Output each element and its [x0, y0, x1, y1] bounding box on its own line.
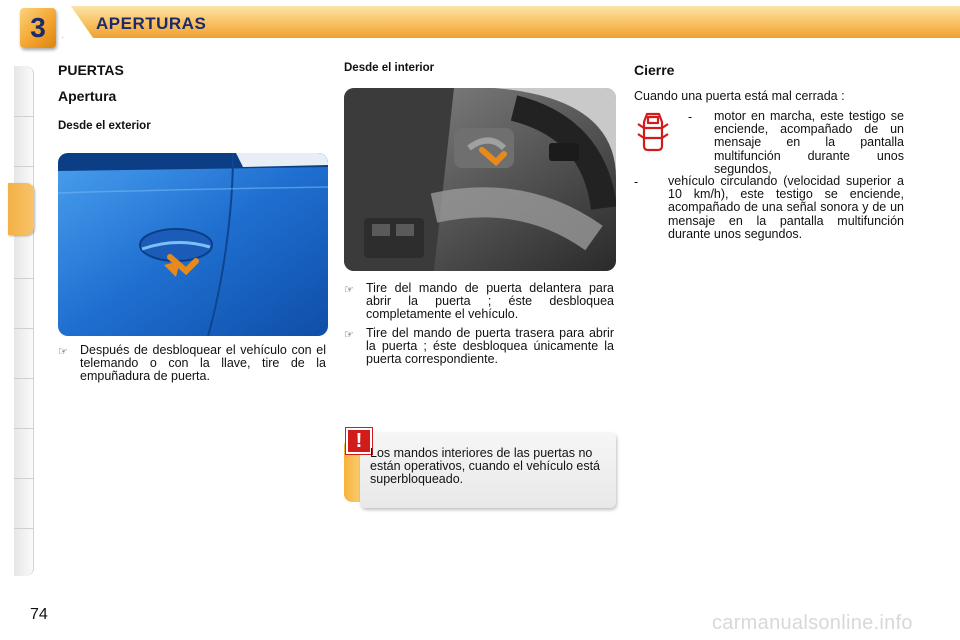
interior-instruction-front — [344, 282, 616, 322]
exterior-instruction-text: Después de desbloquear el vehículo con el telemando o con la llave, tire de la empuñadura de puerta. — [80, 343, 326, 384]
interior-door-handle-image — [344, 88, 616, 271]
title-cierre: Cierre — [634, 62, 675, 78]
interior-door-illustration — [344, 88, 616, 271]
warning-note — [344, 428, 616, 508]
closure-item-1 — [688, 110, 904, 176]
front-door-text: Tire del mando de puerta delantera para abrir la puerta ; éste desbloquea completamente el vehículo. — [366, 281, 614, 322]
car-doors-open-icon — [636, 110, 670, 154]
subtitle-apertura: Apertura — [58, 88, 117, 104]
left-column — [58, 62, 328, 132]
page-header — [0, 0, 960, 42]
exterior-door-illustration — [58, 153, 328, 336]
section-title-puertas: PUERTAS — [58, 62, 124, 78]
door-open-warning-icon — [636, 110, 670, 154]
watermark: carmanualsonline.info — [712, 612, 913, 634]
bullet-hand-icon: ☞ — [58, 346, 68, 358]
bullet-hand-icon: ☞ — [344, 284, 354, 296]
cierre-intro: Cuando una puerta está mal cerrada : — [634, 89, 845, 103]
right-column — [634, 62, 904, 103]
header-title: APERTURAS — [96, 14, 207, 33]
note-text: Los mandos interiores de las puertas no están operativos, cuando el vehículo está superbloqueado. — [370, 446, 601, 487]
interior-instruction-rear — [344, 327, 616, 367]
dash-marker: - — [634, 175, 639, 189]
exterior-instruction — [58, 344, 328, 384]
interior-instructions — [344, 282, 616, 366]
closure-item-2 — [634, 175, 904, 241]
heading-exterior: Desde el exterior — [58, 120, 151, 132]
side-chapter-tabs — [14, 66, 34, 576]
closure-item-2-text: vehículo circulando (velocidad superior a 10 km/h), este testigo se enciende, acompañado de una señal sonora y de un mensaje en la pantalla multifunción durante unos segundos. — [668, 174, 904, 241]
heading-interior: Desde el interior — [344, 62, 435, 74]
exterior-door-handle-image — [58, 153, 328, 336]
chapter-number: 3 — [30, 12, 46, 43]
closure-item-1-text: motor en marcha, este testigo se enciende, acompañado de un mensaje en la pantalla multifunción durante unos segundos, — [714, 109, 904, 176]
dash-marker: - — [688, 110, 693, 124]
middle-column-heading — [344, 62, 616, 74]
side-tab-active[interactable] — [8, 183, 34, 235]
warning-exclamation-icon: ! — [346, 428, 372, 454]
page-number: 74 — [30, 606, 48, 623]
rear-door-text: Tire del mando de puerta trasera para abrir la puerta ; éste desbloquea únicamente la puerta correspondiente. — [366, 325, 614, 367]
chapter-badge — [20, 8, 56, 48]
bullet-hand-icon: ☞ — [344, 328, 354, 341]
